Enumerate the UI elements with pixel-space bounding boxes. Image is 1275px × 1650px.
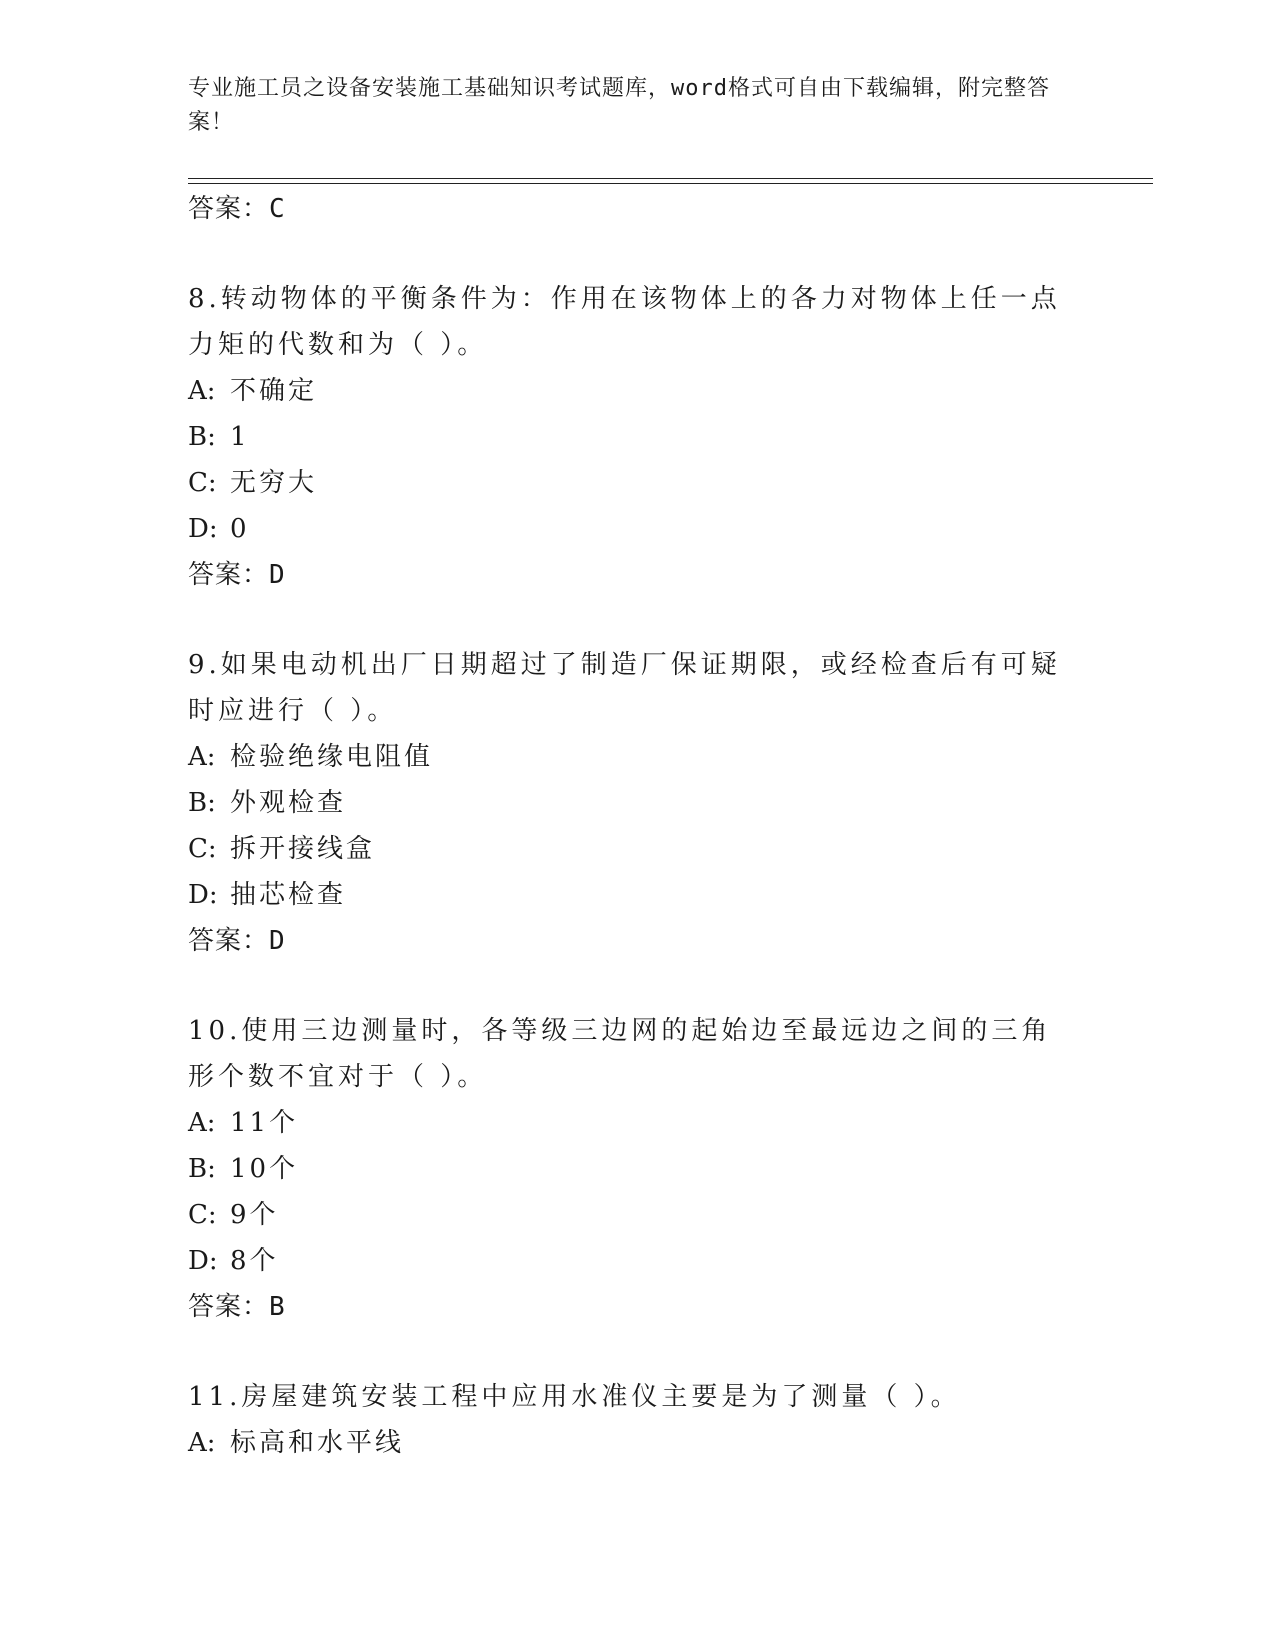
option-b [188,780,1088,826]
document-header: 专业施工员之设备安装施工基础知识考试题库，word格式可自由下载编辑，附完整答案！ [188,76,1050,135]
question-block [188,276,1088,598]
option-key: C: [188,834,217,864]
option-c [188,826,1088,872]
option-b [188,1146,1088,1192]
option-text: 标高和水平线 [230,1428,405,1458]
option-text: 检验绝缘电阻值 [230,742,434,772]
option-key: A: [188,1108,216,1138]
option-key: D: [188,514,218,544]
option-text: 11个 [230,1108,299,1138]
option-a [188,368,1088,414]
option-a [188,734,1088,780]
header-divider-top [188,178,1153,179]
question-block [188,1374,1088,1466]
option-text: 抽芯检查 [230,880,347,910]
question-stem: 10.使用三边测量时，各等级三边网的起始边至最远边之间的三角形个数不宜对于（ ）。 [188,1016,1052,1092]
option-key: D: [188,1246,218,1276]
option-key: B: [188,422,216,452]
option-key: C: [188,468,217,498]
question-stem: 9.如果电动机出厂日期超过了制造厂保证期限，或经检查后有可疑时应进行（ ）。 [188,650,1061,726]
option-a [188,1420,1088,1466]
option-d [188,506,1088,552]
option-key: B: [188,1154,216,1184]
option-key: A: [188,376,216,406]
option-text: 外观检查 [230,788,347,818]
option-text: 不确定 [230,376,318,406]
option-b [188,414,1088,460]
option-text: 无穷大 [230,468,318,498]
option-text: 9个 [230,1200,279,1230]
option-key: B: [188,788,216,818]
option-text: 拆开接线盒 [230,834,376,864]
answer-line: 答案：C [188,194,286,224]
option-key: A: [188,742,216,772]
answer-line: 答案：D [188,560,286,590]
option-text: 0 [230,514,250,544]
question-block [188,642,1088,964]
option-key: A: [188,1428,216,1458]
question-block [188,1008,1088,1330]
option-key: C: [188,1200,217,1230]
option-text: 8个 [230,1246,279,1276]
option-d [188,1238,1088,1284]
question-stem: 11.房屋建筑安装工程中应用水准仪主要是为了测量（ ）。 [188,1382,961,1412]
option-c [188,1192,1088,1238]
option-text: 1 [230,422,250,452]
option-text: 10个 [230,1154,299,1184]
answer-line: 答案：D [188,926,286,956]
option-c [188,460,1088,506]
question-list [188,186,1088,1466]
option-key: D: [188,880,218,910]
option-d [188,872,1088,918]
header-divider-bottom [188,183,1153,184]
question-stem: 8.转动物体的平衡条件为：作用在该物体上的各力对物体上任一点力矩的代数和为（ ）。 [188,284,1061,360]
answer-line: 答案：B [188,1292,286,1322]
option-a [188,1100,1088,1146]
